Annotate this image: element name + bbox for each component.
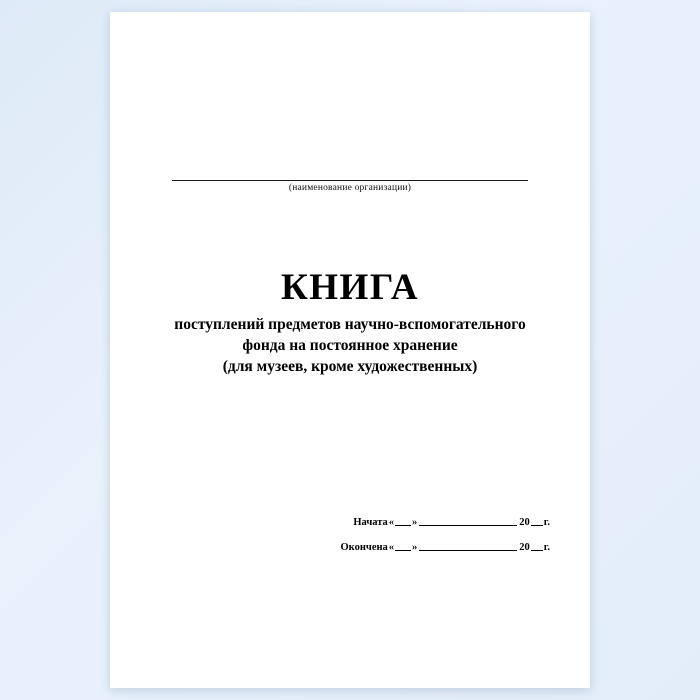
- start-date-quote-close: »: [412, 517, 418, 528]
- start-date-year-prefix: 20: [519, 517, 530, 528]
- end-date-month-blank[interactable]: [419, 550, 517, 551]
- start-date-quote-open: «: [388, 517, 395, 528]
- start-date-suffix: г.: [543, 517, 550, 528]
- start-date-year-blank[interactable]: [531, 525, 543, 526]
- page-subtitle-line-2: фонда на постоянное хранение: [242, 337, 458, 354]
- dates-block: [305, 517, 550, 567]
- end-date-quote-close: »: [412, 542, 418, 553]
- page-subtitle-line-1: поступлений предметов научно-вспомогательного: [174, 316, 526, 333]
- start-date-label: Начата: [353, 517, 388, 528]
- start-date-day-blank[interactable]: [395, 525, 411, 526]
- end-date-quote-open: «: [388, 542, 395, 553]
- organization-name-rule: [172, 180, 528, 181]
- organization-name-field[interactable]: [172, 180, 528, 193]
- page-subtitle: [150, 314, 550, 377]
- end-date-suffix: г.: [543, 542, 550, 553]
- start-date-row[interactable]: [305, 517, 550, 528]
- document-page: [110, 12, 590, 688]
- end-date-day-blank[interactable]: [395, 550, 411, 551]
- organization-name-caption: (наименование организации): [288, 183, 412, 193]
- end-date-year-prefix: 20: [519, 542, 530, 553]
- page-subtitle-line-3: (для музеев, кроме художественных): [222, 358, 478, 375]
- start-date-month-blank[interactable]: [419, 525, 517, 526]
- end-date-row[interactable]: [305, 542, 550, 553]
- page-title: КНИГА: [280, 267, 420, 308]
- title-block: [150, 267, 550, 377]
- end-date-year-blank[interactable]: [531, 550, 543, 551]
- end-date-label: Окончена: [340, 542, 388, 553]
